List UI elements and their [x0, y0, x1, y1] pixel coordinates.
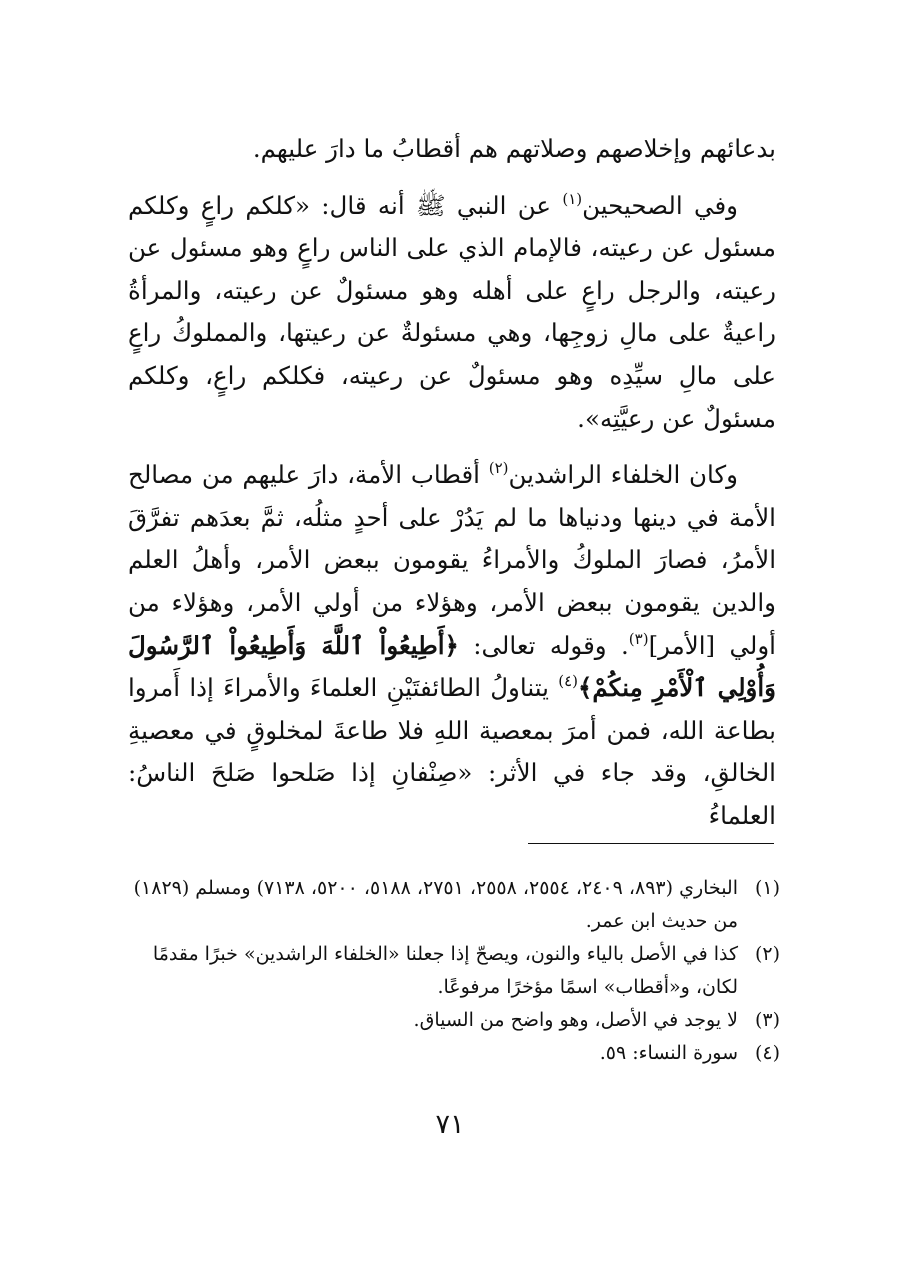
paragraph-caliphs	[128, 454, 776, 837]
footnote-text: لا يوجد في الأصل، وهو واضح من السياق.	[413, 1009, 738, 1031]
footnote-text: سورة النساء: ٥٩.	[599, 1042, 738, 1064]
paragraph-text: عن النبي ﷺ أنه قال: «كلكم راعٍ وكلكم مسئول عن رعيته، فالإمام الذي على الناس راعٍ وهو مسئول عن رعيته، والرجل راعٍ على أهله وهو مسئولٌ عن رعيته، والمرأةُ راعيةٌ على مالِ زوجِها، وهي مسئولةٌ عن رعيتها، والمملوكُ راعٍ على مالِ سيِّدِه وهو مسئولٌ عن رعيته، فكلكم راعٍ، وكلكم مسئولٌ عن رعيَّتِه».	[128, 190, 776, 433]
footnote-number: (١)	[754, 877, 780, 899]
paragraph-text: . وقوله تعالى:	[458, 630, 629, 660]
footnote-ref: (٢)	[488, 459, 509, 478]
paragraph-text: أقطاب الأمة، دارَ عليهم من مصالح الأمة في دينها ودنياها ما لم يَدُرْ على أحدٍ مثلُه، ثمَّ بعدَهم تفرَّقَ الأمرُ، فصارَ الملوكُ والأمراءُ يقومون ببعض الأمر، وأهلُ العلم والدين يقومون ببعض الأمر، وهؤلاء من أولي الأمر، وهؤلاء من أولي [الأمر]	[128, 460, 776, 660]
footnote-number: (٢)	[754, 943, 780, 965]
page-number: ٧١	[435, 1109, 465, 1140]
footnotes-list	[128, 872, 780, 1070]
footnote-text: كذا في الأصل بالياء والنون، ويصحّ إذا جعلنا «الخلفاء الراشدين» خبرًا مقدمًا لكان، و«أقطاب» اسمًا مؤخرًا مرفوعًا.	[152, 943, 738, 998]
paragraph-hadith	[128, 185, 776, 441]
footnote-number: (٤)	[754, 1042, 780, 1064]
paragraph-text: وكان الخلفاء الراشدين	[508, 460, 738, 490]
footnote-item	[128, 1004, 780, 1037]
footnote-ref: (٣)	[628, 629, 649, 648]
paragraph-text: بدعائهم وإخلاصهم وصلاتهم هم أقطابُ ما دارَ عليهم.	[252, 134, 776, 163]
footnote-item	[128, 872, 780, 938]
footnote-separator	[528, 843, 774, 844]
paragraph-text: وفي الصحيحين	[582, 190, 738, 220]
quran-verse: ﴿أَطِيعُواْ ٱللَّهَ وَأَطِيعُواْ ٱلرَّسُولَ وَأُوْلِي ٱلْأَمْرِ مِنكُمْ﴾	[128, 630, 777, 703]
footnote-item	[128, 1037, 780, 1070]
footnote-ref: (٤)	[558, 672, 578, 691]
footnote-ref: (١)	[562, 189, 583, 208]
footnote-item	[128, 938, 780, 1004]
paragraph-continuation	[128, 128, 776, 171]
footnote-text: البخاري (٨٩٣، ٢٤٠٩، ٢٥٥٤، ٢٥٥٨، ٢٧٥١، ٥١٨٨، ٥٢٠٠، ٧١٣٨) ومسلم (١٨٢٩) من حديث ابن عمر.	[133, 877, 738, 932]
footnote-number: (٣)	[754, 1009, 780, 1031]
main-text	[128, 128, 776, 838]
paragraph-text: يتناولُ الطائفتَيْنِ العلماءَ والأمراءَ إذا أَمروا بطاعة الله، فمن أمرَ بمعصية اللهِ فلا طاعةَ لمخلوقٍ في معصيةِ الخالقِ، وقد جاء في الأثر: «صِنْفانِ إذا صَلحوا صَلحَ الناسُ: العلماءُ	[128, 673, 776, 830]
